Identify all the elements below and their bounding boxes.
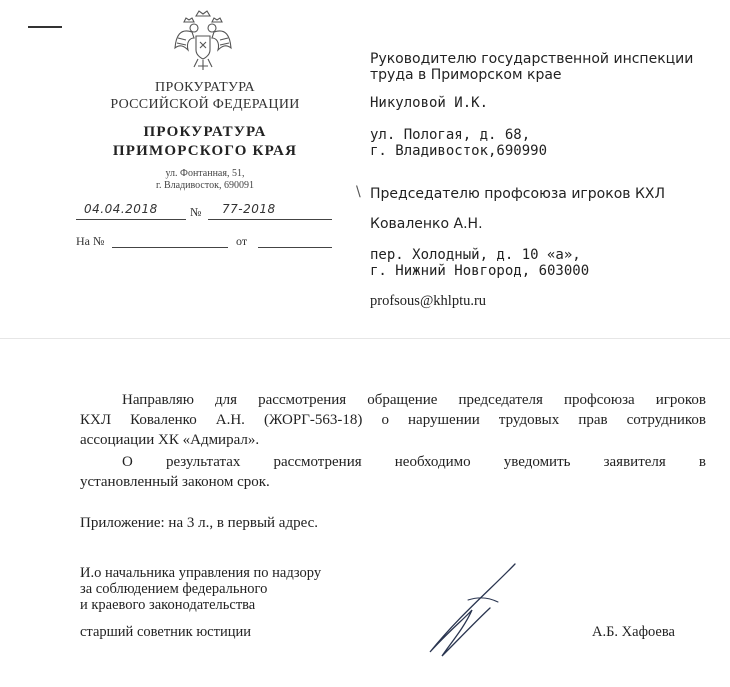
- org-address-line2: г. Владивосток, 690091: [156, 180, 254, 191]
- signatory-title-line2: за соблюдением федерального: [80, 581, 268, 597]
- signatory-title-line1: И.о начальника управления по надзору: [80, 565, 322, 581]
- recipient2-address-line1: пер. Холодный, д. 10 «а»,: [370, 247, 581, 263]
- recipient2-name: Коваленко А.Н.: [370, 216, 483, 232]
- corner-mark: [28, 26, 62, 28]
- coat-of-arms-emblem: [172, 6, 234, 74]
- signatory-title: [80, 565, 321, 613]
- recipient2-address-line2: г. Нижний Новгород, 603000: [370, 263, 590, 279]
- signatory-rank: старший советник юстиции: [80, 624, 251, 640]
- regional-org-line1: ПРОКУРАТУРА: [143, 124, 267, 140]
- body-p1-line2: КХЛ Коваленко А.Н. (ЖОРГ-563-18) о нарушении трудовых прав сотрудников: [80, 412, 706, 428]
- body-p2-line2: установленный законом срок.: [80, 474, 270, 490]
- attachment-note: Приложение: на 3 л., в первый адрес.: [80, 515, 319, 531]
- recipient1-title-line2: труда в Приморском крае: [370, 67, 562, 83]
- body-paragraph-2: [80, 452, 706, 492]
- recipient1-name: Никуловой И.К.: [370, 95, 489, 111]
- regional-org-line2: ПРИМОРСКОГО КРАЯ: [112, 143, 298, 159]
- signatory-name: А.Б. Хафоева: [592, 624, 675, 640]
- recipient2-email: profsous@khlptu.ru: [370, 293, 487, 309]
- reference-from-label: от: [236, 234, 248, 248]
- recipient1-address-line2: г. Владивосток,690990: [370, 143, 548, 159]
- number-label: №: [190, 205, 202, 219]
- body-p1-line3: ассоциации ХК «Адмирал».: [80, 432, 260, 448]
- recipient2-title: Председателю профсоюза игроков КХЛ: [370, 186, 666, 202]
- outgoing-date: 04.04.2018: [84, 202, 158, 216]
- org-name-line1: ПРОКУРАТУРА: [155, 80, 255, 95]
- recipient1-title-line1: Руководителю государственной инспекции: [370, 51, 694, 67]
- org-address-line1: ул. Фонтанная, 51,: [165, 168, 245, 179]
- date-underline: [76, 219, 186, 220]
- org-name-line2: РОССИЙСКОЙ ФЕДЕРАЦИИ: [110, 97, 300, 112]
- body-p2-line1: О результатах рассмотрения необходимо уведомить заявителя в: [122, 454, 706, 470]
- signatory-title-line3: и краевого законодательства: [80, 597, 256, 613]
- body-paragraph-1: [80, 390, 706, 450]
- reference-date-underline: [258, 247, 332, 248]
- body-p1-line1: Направляю для рассмотрения обращение председателя профсоюза игроков: [122, 392, 706, 408]
- number-underline: [208, 219, 332, 220]
- handwritten-signature: [420, 560, 530, 660]
- recipient1-address-line1: ул. Пологая, д. 68,: [370, 127, 531, 143]
- check-mark: \: [356, 184, 361, 200]
- reference-number-underline: [112, 247, 228, 248]
- fold-line: [0, 338, 730, 339]
- outgoing-number: 77-2018: [222, 202, 276, 216]
- reference-number-label: На №: [76, 234, 105, 248]
